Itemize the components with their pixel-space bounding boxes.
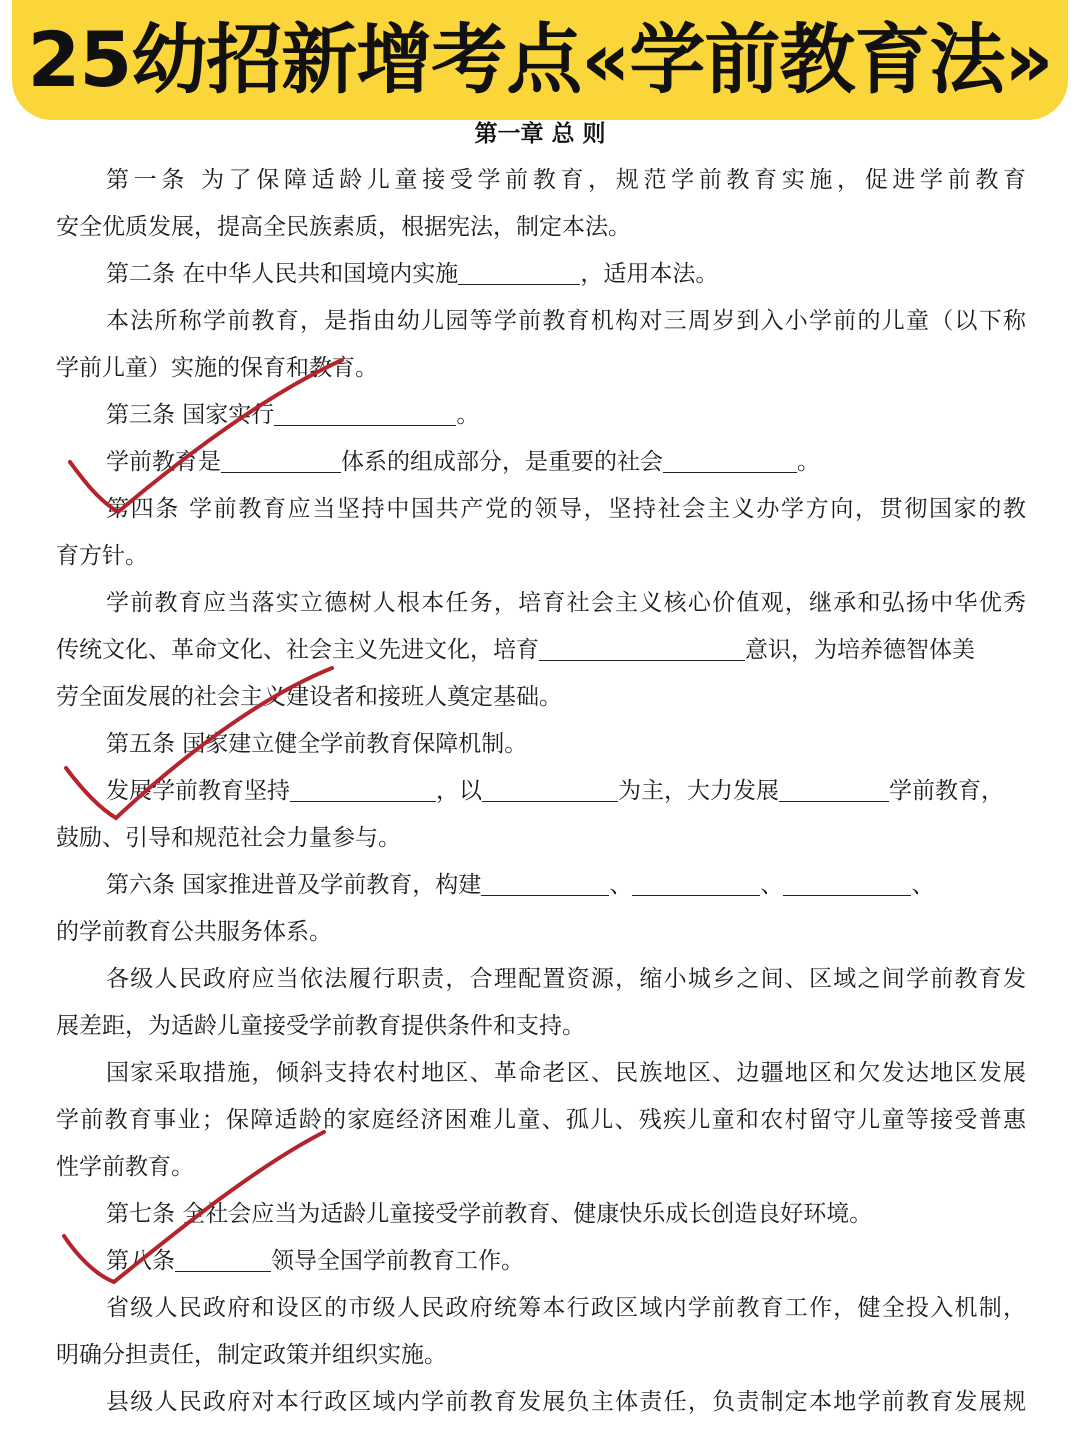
text-segment: 劳全面发展的社会主义建设者和接班人奠定基础。 — [56, 684, 562, 710]
text-line — [56, 1050, 1026, 1097]
text-line — [56, 1238, 1026, 1285]
text-segment: 第一条 为了保障适龄儿童接受学前教育，规范学前教育实施，促进学前教育 — [106, 167, 1026, 193]
text-segment: 的学前教育公共服务体系。 — [56, 919, 332, 945]
text-segment: 安全优质发展，提高全民族素质，根据宪法，制定本法。 — [56, 214, 631, 240]
text-segment: 第五条 国家建立健全学前教育保障机制。 — [106, 731, 528, 757]
text-segment: 。 — [456, 402, 480, 428]
text-line — [56, 1285, 1026, 1332]
text-segment: 各级人民政府应当依法履行职责，合理配置资源，缩小城乡之间、区域之间学前教育发 — [106, 966, 1026, 992]
fill-in-blank — [482, 771, 618, 802]
text-line — [56, 345, 1026, 392]
text-line — [56, 1097, 1026, 1144]
text-line — [56, 721, 1026, 768]
text-segment: 学前儿童）实施的保育和教育。 — [56, 355, 378, 381]
text-segment: 展差距，为适龄儿童接受学前教育提供条件和支持。 — [56, 1013, 585, 1039]
text-line — [56, 392, 1026, 439]
text-segment: 传统文化、革命文化、社会主义先进文化，培育 — [56, 637, 539, 663]
text-segment: 、 — [911, 872, 935, 898]
text-line — [56, 533, 1026, 580]
text-segment: ，适用本法。 — [580, 261, 719, 287]
fill-in-blank — [663, 442, 797, 473]
banner-title: 25幼招新增考点«学前教育法» — [27, 15, 1053, 104]
text-segment: 意识，为培养德智体美 — [745, 637, 975, 663]
fill-in-blank — [779, 771, 889, 802]
text-segment: 省级人民政府和设区的市级人民政府统筹本行政区域内学前教育工作，健全投入机制， — [106, 1295, 1026, 1321]
text-line — [56, 1191, 1026, 1238]
text-line — [56, 674, 1026, 721]
law-text — [56, 157, 1026, 1426]
text-segment: 、 — [760, 872, 784, 898]
chapter-heading: 第一章 总 则 — [474, 120, 606, 147]
fill-in-blank — [632, 865, 760, 896]
text-segment: 第三条 国家实行 — [106, 402, 275, 428]
fill-in-blank — [175, 1241, 271, 1272]
text-line — [56, 627, 1026, 674]
text-line — [56, 439, 1026, 486]
text-segment: 第六条 国家推进普及学前教育，构建 — [106, 872, 482, 898]
text-segment: 领导全国学前教育工作。 — [271, 1248, 524, 1274]
text-segment: 县级人民政府对本行政区域内学前教育发展负主体责任，负责制定本地学前教育发展规 — [106, 1389, 1026, 1415]
fill-in-blank — [290, 771, 436, 802]
text-line — [56, 204, 1026, 251]
text-segment: 发展学前教育坚持 — [106, 778, 290, 804]
text-segment: 学前教育应当落实立德树人根本任务，培育社会主义核心价值观，继承和弘扬中华优秀 — [106, 590, 1026, 616]
text-segment: 育方针。 — [56, 543, 148, 569]
text-line — [56, 1003, 1026, 1050]
text-segment: 性学前教育。 — [56, 1154, 194, 1180]
text-line — [56, 298, 1026, 345]
text-segment: 第八条 — [106, 1248, 175, 1274]
text-segment: 学前教育是 — [106, 449, 221, 475]
text-segment: 。 — [797, 449, 820, 475]
text-segment: 体系的组成部分，是重要的社会 — [341, 449, 663, 475]
fill-in-blank — [539, 630, 745, 661]
text-line — [56, 580, 1026, 627]
text-segment: 学前教育， — [889, 778, 1004, 804]
fill-in-blank — [274, 395, 456, 426]
text-line — [56, 1332, 1026, 1379]
title-banner — [12, 0, 1068, 120]
fill-in-blank — [481, 865, 609, 896]
text-segment: 第四条 学前教育应当坚持中国共产党的领导，坚持社会主义办学方向，贯彻国家的教 — [106, 496, 1026, 522]
text-segment: 为主，大力发展 — [618, 778, 779, 804]
text-segment: 第二条 在中华人民共和国境内实施 — [106, 261, 459, 287]
text-segment: 明确分担责任，制定政策并组织实施。 — [56, 1342, 447, 1368]
text-segment: 学前教育事业；保障适龄的家庭经济困难儿童、孤儿、残疾儿童和农村留守儿童等接受普惠 — [56, 1107, 1026, 1133]
text-line — [56, 1379, 1026, 1426]
text-segment: 鼓励、引导和规范社会力量参与。 — [56, 825, 401, 851]
text-line — [56, 909, 1026, 956]
fill-in-blank — [458, 254, 580, 285]
text-segment: 第七条 全社会应当为适龄儿童接受学前教育、健康快乐成长创造良好环境。 — [106, 1201, 873, 1227]
text-segment: 、 — [609, 872, 633, 898]
text-line — [56, 157, 1026, 204]
text-line — [56, 815, 1026, 862]
text-line — [56, 251, 1026, 298]
text-segment: 本法所称学前教育，是指由幼儿园等学前教育机构对三周岁到入小学前的儿童（以下称 — [106, 308, 1026, 334]
text-line — [56, 956, 1026, 1003]
text-segment: ，以 — [436, 778, 482, 804]
fill-in-blank — [221, 442, 341, 473]
text-segment: 国家采取措施，倾斜支持农村地区、革命老区、民族地区、边疆地区和欠发达地区发展 — [106, 1060, 1026, 1086]
text-line — [56, 1144, 1026, 1191]
text-line — [56, 768, 1026, 815]
fill-in-blank — [783, 865, 911, 896]
text-line — [56, 486, 1026, 533]
text-line — [56, 862, 1026, 909]
